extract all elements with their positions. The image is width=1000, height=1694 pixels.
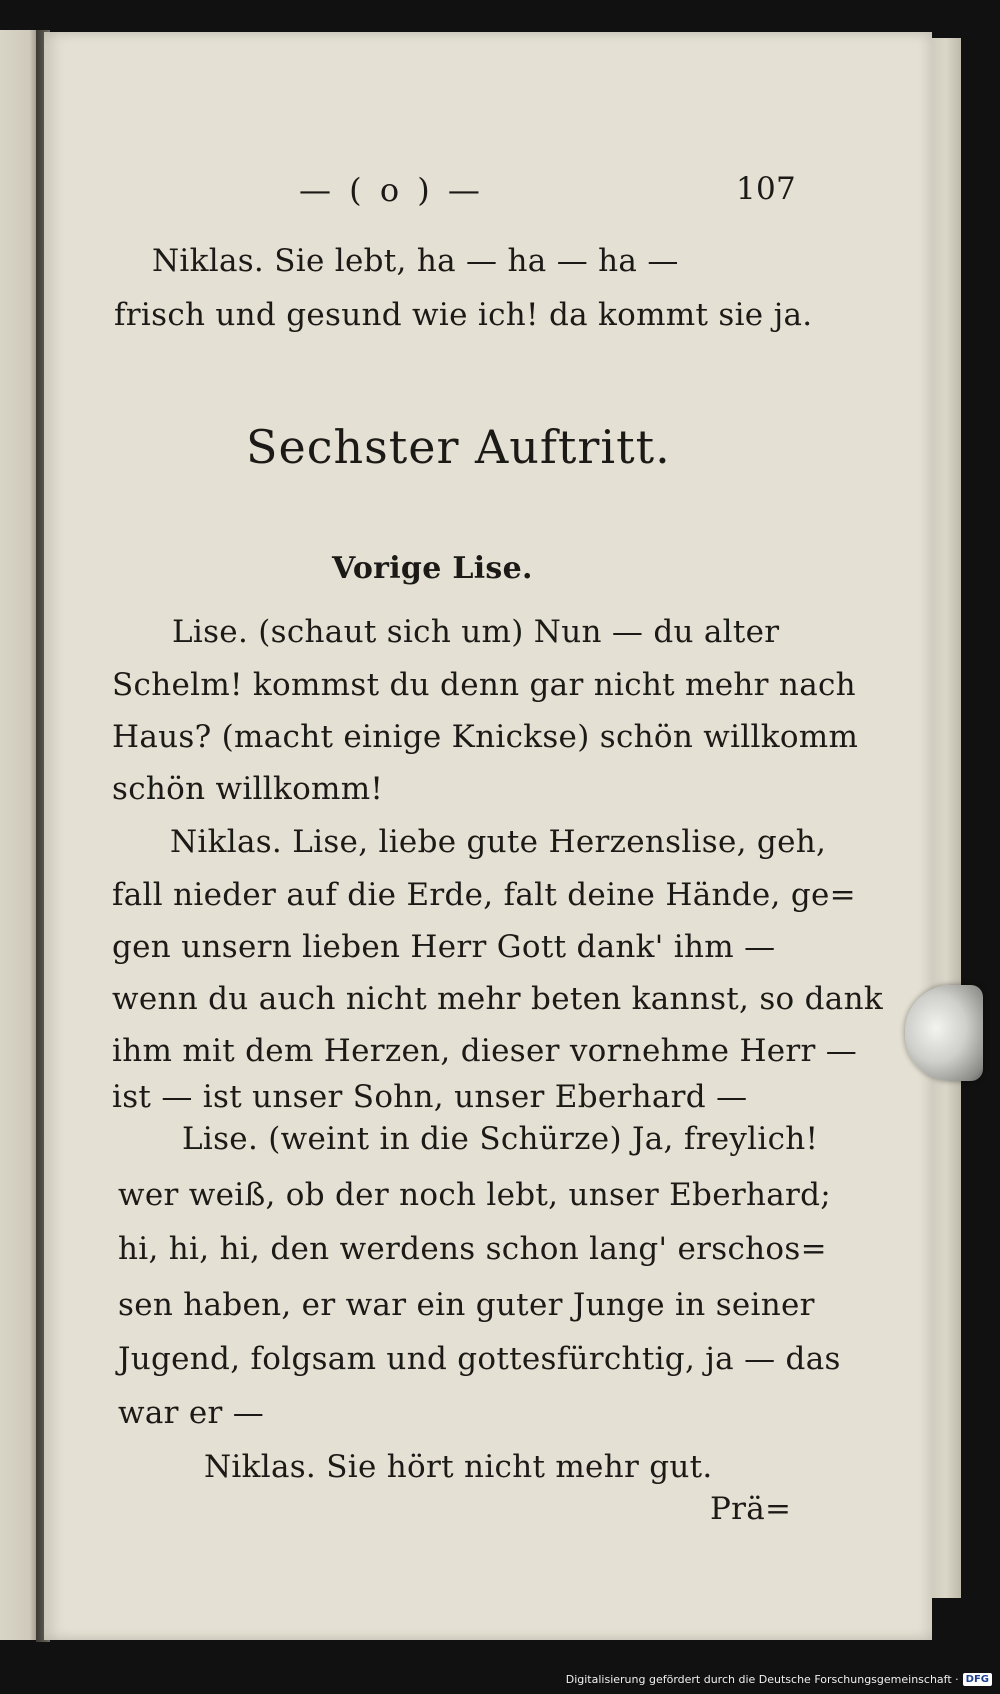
scene-heading: Sechster Auftritt.: [246, 420, 671, 474]
dialogue-line: Niklas. Sie hört nicht mehr gut.: [204, 1449, 713, 1485]
dialogue-line: Haus? (macht einige Knickse) schön willkomm: [112, 719, 859, 755]
dfg-logo: DFG: [963, 1673, 992, 1686]
text-line: frisch und gesund wie ich! da kommt sie ja.: [114, 297, 813, 333]
page-number: 107: [736, 171, 797, 207]
dialogue-line: Jugend, folgsam und gottesfürchtig, ja — das: [118, 1341, 841, 1377]
dialogue-line: ihm mit dem Herzen, dieser vornehme Herr —: [112, 1033, 858, 1069]
dialogue-line: schön willkomm!: [112, 771, 384, 807]
dialogue-line: war er —: [118, 1395, 265, 1431]
dialogue-line: Lise. (weint in die Schürze) Ja, freylich!: [182, 1121, 819, 1157]
catchword: Prä=: [710, 1491, 792, 1527]
dialogue-line: Niklas. Lise, liebe gute Herzenslise, geh,: [170, 824, 827, 860]
page-edge-stack: [930, 38, 961, 1598]
dialogue-line: hi, hi, hi, den werdens schon lang' erschos=: [118, 1231, 827, 1267]
dialogue-line: wenn du auch nicht mehr beten kannst, so dank: [112, 981, 883, 1017]
text-line: Niklas. Sie lebt, ha — ha — ha —: [152, 243, 679, 279]
dialogue-line: fall nieder auf die Erde, falt deine Hände, ge=: [112, 877, 856, 913]
running-header: — ( o ) —: [299, 171, 484, 209]
dialogue-line: Schelm! kommst du denn gar nicht mehr nach: [112, 667, 856, 703]
footer-text: Digitalisierung gefördert durch die Deutsche Forschungsgemeinschaft ·: [565, 1672, 959, 1686]
dialogue-line: wer weiß, ob der noch lebt, unser Eberhard;: [118, 1177, 832, 1213]
dialogue-line: sen haben, er war ein guter Junge in seiner: [118, 1287, 815, 1323]
dialogue-line: gen unsern lieben Herr Gott dank' ihm —: [112, 929, 776, 965]
dialogue-line: ist — ist unser Sohn, unser Eberhard —: [112, 1079, 748, 1115]
dialogue-line: Lise. (schaut sich um) Nun — du alter: [172, 614, 780, 650]
cast-list: Vorige Lise.: [332, 551, 533, 586]
book-page: [44, 32, 932, 1640]
digitization-credit: [566, 1670, 992, 1688]
scanner-thumb-holder: [905, 985, 983, 1081]
